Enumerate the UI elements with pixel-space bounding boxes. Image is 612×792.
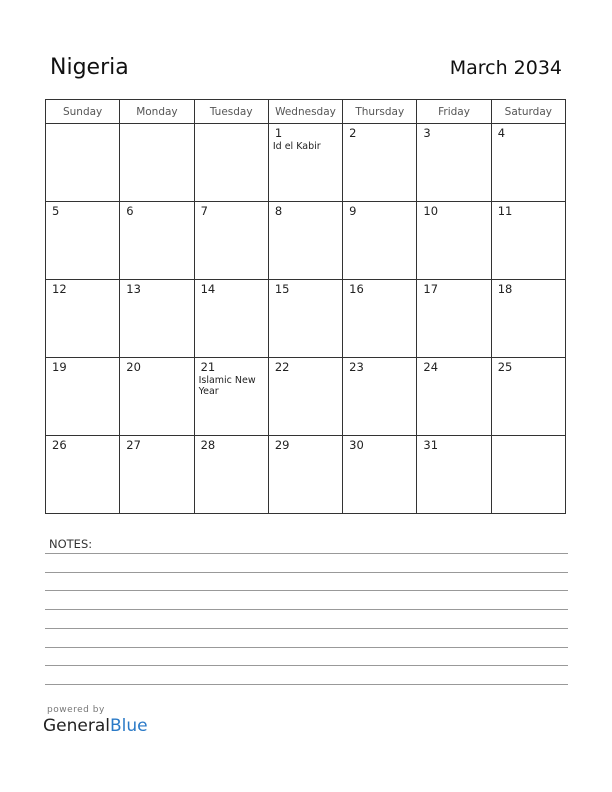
calendar-day-cell [268,202,342,280]
day-number: 19 [52,360,67,374]
calendar-week-row [46,280,566,358]
weekday-monday: Monday [120,100,194,124]
calendar-day-cell [46,124,120,202]
calendar-grid [45,99,566,514]
note-line [45,647,568,648]
calendar-day-cell [417,124,491,202]
weekday-saturday: Saturday [491,100,565,124]
day-number: 20 [126,360,141,374]
day-number: 28 [200,438,216,452]
day-number: 3 [423,126,431,140]
calendar-day-cell [417,436,491,514]
calendar-day-cell [343,436,417,514]
calendar-day-cell [417,280,491,358]
day-number: 22 [274,360,290,374]
powered-by-text: powered by [47,705,105,715]
day-number [46,124,119,126]
calendar-day-cell [120,436,194,514]
calendar-day-cell [120,202,194,280]
day-number: 16 [349,282,364,296]
calendar-day-cell [268,436,342,514]
day-number: 12 [52,282,67,296]
weekday-thursday: Thursday [343,100,417,124]
calendar-day-cell [491,436,565,514]
note-line [45,628,568,629]
weekday-tuesday: Tuesday [194,100,268,124]
weekday-header-row [46,100,566,124]
day-number: 18 [497,282,513,296]
note-line [45,609,568,610]
calendar-day-cell [194,280,268,358]
notes-label: NOTES: [49,537,93,551]
calendar-day-cell [491,280,565,358]
month-year-title: March 2034 [449,57,562,79]
note-line [45,572,568,573]
calendar-day-cell [268,358,342,436]
day-number: 10 [423,204,439,218]
calendar-day-cell [343,280,417,358]
day-number: 14 [200,282,216,296]
calendar-day-cell [343,124,417,202]
day-number: 6 [126,204,134,218]
calendar-day-cell [417,358,491,436]
calendar-day-cell [268,280,342,358]
day-number: 25 [497,360,513,374]
day-number: 11 [497,204,513,218]
day-number: 15 [274,282,290,296]
calendar-day-cell [194,358,268,436]
calendar-day-cell [343,202,417,280]
day-number: 23 [349,360,364,374]
calendar-day-cell [491,124,565,202]
day-number: 2 [349,126,357,140]
country-title: Nigeria [50,55,129,80]
calendar-week-row [46,436,566,514]
day-number: 7 [200,204,208,218]
calendar-day-cell [46,202,120,280]
calendar-week-row [46,124,566,202]
calendar-day-cell [343,358,417,436]
calendar-day-cell [46,358,120,436]
day-number: 27 [126,438,141,452]
day-number [195,124,268,126]
day-number: 29 [274,438,290,452]
day-number: 1 [274,126,283,140]
calendar-day-cell [194,436,268,514]
day-number [492,436,565,438]
brand-general: General [43,716,110,736]
day-number: 13 [126,282,141,296]
day-number: 4 [497,126,506,140]
day-number: 21 [200,360,216,374]
day-number: 5 [52,204,60,218]
calendar-day-cell [417,202,491,280]
calendar-day-cell [194,202,268,280]
day-number: 26 [52,438,67,452]
day-number: 24 [423,360,439,374]
brand-blue: Blue [110,716,148,736]
calendar-day-cell [120,358,194,436]
day-number [120,124,193,126]
generalblue-logo [43,716,148,736]
note-line [45,590,568,591]
holiday-label: Islamic New Year [198,375,256,397]
calendar-day-cell [491,202,565,280]
day-number: 17 [423,282,439,296]
note-line [45,684,568,685]
day-number: 9 [349,204,357,218]
weekday-wednesday: Wednesday [268,100,342,124]
calendar-day-cell [46,280,120,358]
holiday-label: Id el Kabir [272,141,321,152]
calendar-day-cell [120,124,194,202]
weekday-sunday: Sunday [46,100,120,124]
day-number: 31 [423,438,439,452]
weekday-friday: Friday [417,100,491,124]
calendar-day-cell [194,124,268,202]
calendar-day-cell [46,436,120,514]
calendar-day-cell [120,280,194,358]
calendar-week-row [46,202,566,280]
day-number: 30 [349,438,364,452]
calendar-day-cell [491,358,565,436]
calendar-week-row [46,358,566,436]
day-number: 8 [274,204,283,218]
calendar-day-cell [268,124,342,202]
note-line [45,553,568,554]
note-line [45,665,568,666]
